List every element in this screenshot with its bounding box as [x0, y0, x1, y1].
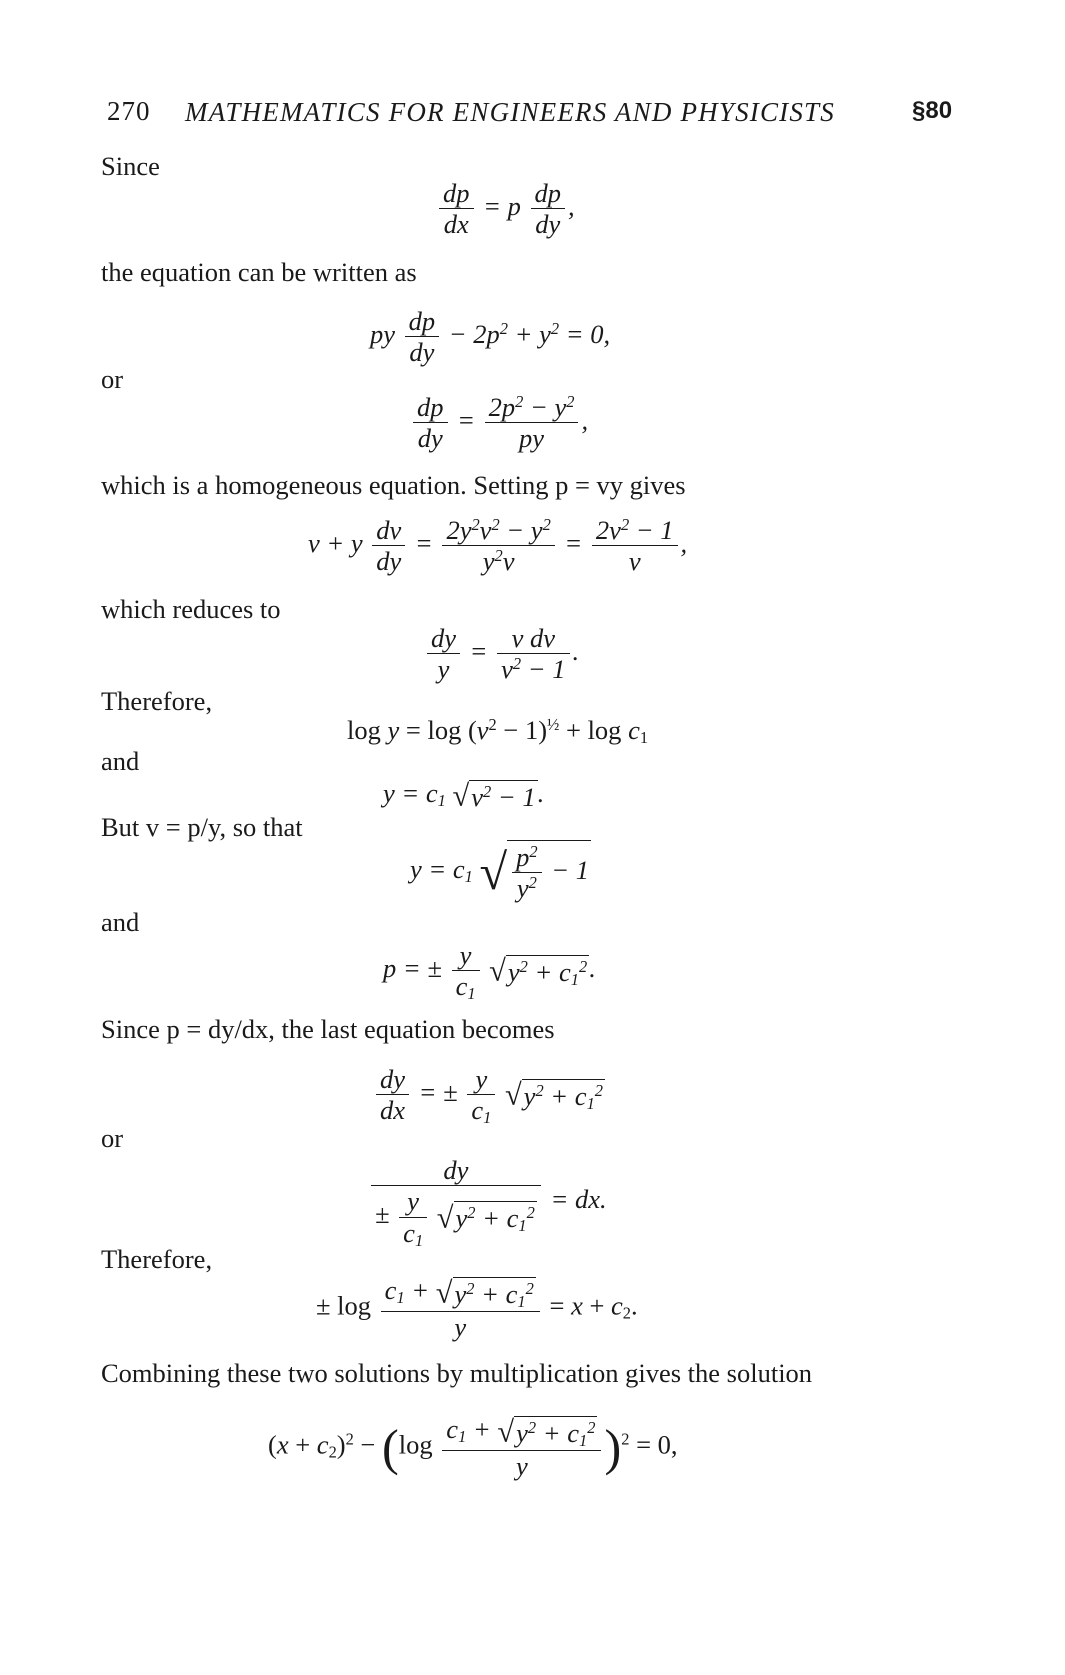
equation-13: $(x + c_2)^2 - (\log$ $\frac{c_1 + √y^2 + c_1^2}{y}$ )$^2$ = 0, [268, 1414, 678, 1481]
text-since: Since [101, 151, 160, 181]
equation-7: $y = c_1$ $√v^2 - 1$. [383, 778, 545, 813]
text-therefore-1: Therefore, [101, 686, 213, 716]
equation-10: $\frac{dy}{dx}$ = ± $\frac{y}{c_1}$ $√y^2 + c_1^2$ [373, 1064, 605, 1126]
section-number: §80 [912, 97, 953, 124]
equation-4: v + y $\frac{dv}{dy}$ = $\frac{2y^2v^2 - y^2}{y^2v}$ = $\frac{2v^2 - 1}{v}$ , [308, 514, 688, 577]
text-combining: Combining these two solutions by multiplication gives the solution [101, 1358, 813, 1388]
running-title: MATHEMATICS FOR ENGINEERS AND PHYSICISTS [185, 97, 835, 127]
text-or-2: or [101, 1123, 124, 1153]
text-therefore-2: Therefore, [101, 1244, 213, 1274]
equation-3: $\frac{dp}{dy}$ = $\frac{2p^2 - y^2}{py}$ , [410, 392, 588, 454]
equation-2: py $\frac{dp}{dy}$ − $2p^2 + y^2 = 0$, [370, 306, 611, 368]
text-or-1: or [101, 364, 124, 394]
text-and-1: and [101, 746, 140, 776]
text-reduces-to: which reduces to [101, 594, 281, 624]
equation-6: $\log y = \log (v^2 - 1)^{\frac{1}{2}} + \log c_1$ [347, 714, 649, 748]
text-since-p: Since p = dy/dx, the last equation becomes [101, 1014, 555, 1044]
equation-8: $y = c_1$ √ $\frac{p^2}{y^2}$ − 1 [410, 841, 589, 904]
text-equation-written: the equation can be written as [101, 257, 417, 287]
equation-5: $\frac{dy}{y}$ = $\frac{\text{v dv}}{v^2 - 1}$ . [424, 623, 579, 685]
equation-12: ± log $\frac{c_1 + √y^2 + c_1^2}{y}$ = $x + c_2$. [316, 1275, 638, 1342]
text-but-v: But v = p/y, so that [101, 812, 303, 842]
equation-9: p = ± $\frac{y}{c_1}$ $√y^2 + c_1^2$. [383, 940, 596, 1004]
equation-11: dy ± $\frac{y}{c_1}$ $√y^2 + c_1^2$ = dx. [368, 1155, 607, 1248]
text-homogeneous: which is a homogeneous equation. Setting p = vy gives [101, 470, 686, 500]
page-number: 270 [107, 96, 151, 126]
equation-1: $\frac{dp}{dx}$ = p $\frac{dp}{dy}$ , [436, 178, 575, 240]
text-and-2: and [101, 907, 140, 937]
